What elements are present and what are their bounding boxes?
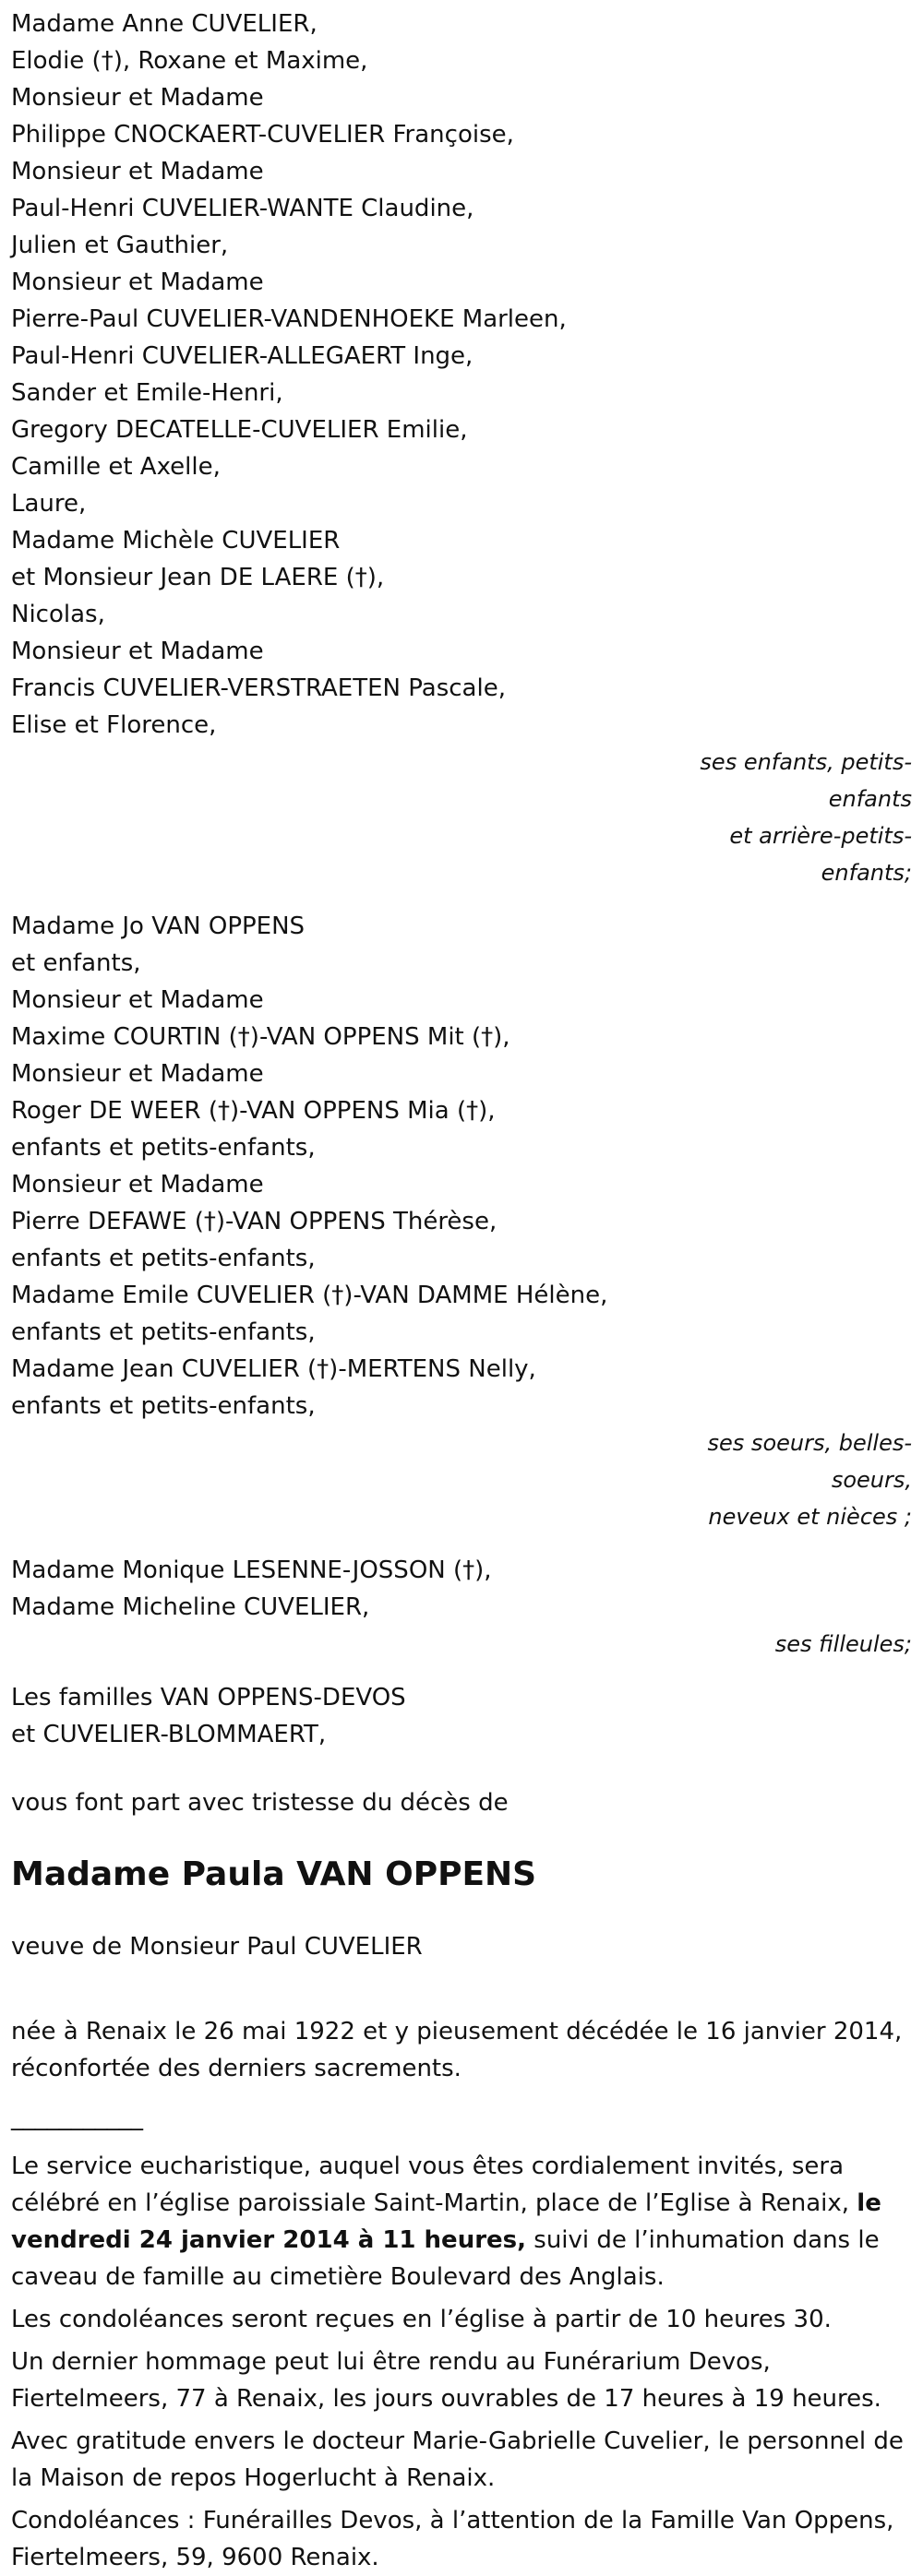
family-line: Pierre DEFAWE (†)-VAN OPPENS Thérèse, [11,1208,497,1235]
family-line: Monsieur et Madame [11,268,264,296]
relationship-line: ses filleules; [774,1631,912,1657]
family-line: Les familles VAN OPPENS-DEVOS [11,1684,406,1711]
relationship-label-goddaughters [11,1626,912,1663]
relationship-line: et arrière-petits- [729,823,912,849]
relationship-line: enfants [828,786,912,812]
family-line: Gregory DECATELLE-CUVELIER Emilie, [11,416,468,444]
relationship-label-siblings [11,1425,912,1535]
family-group-siblings [11,908,912,1425]
relationship-line: soeurs, [831,1467,912,1493]
family-line: Paul-Henri CUVELIER-WANTE Claudine, [11,195,474,222]
relationship-line: ses enfants, petits- [700,749,912,775]
family-line: et enfants, [11,949,141,977]
family-line: Maxime COURTIN (†)-VAN OPPENS Mit (†), [11,1023,510,1051]
family-line: enfants et petits-enfants, [11,1392,316,1420]
family-group-goddaughters [11,1552,912,1626]
service-details [11,2148,912,2296]
family-line: Pierre-Paul CUVELIER-VANDENHOEKE Marleen, [11,305,567,333]
deceased-name: Madame Paula VAN OPPENS [11,1855,537,1893]
family-line: Madame Monique LESENNE-JOSSON (†), [11,1556,492,1584]
service-text: Le service eucharistique, auquel vous êtes cordialement invités, sera célébré en l’église paroissiale Saint-Martin, place de l’Eglise à Renaix, [11,2153,850,2217]
family-line: Nicolas, [11,601,105,628]
family-group-families [11,1679,912,1753]
widow-of: veuve de Monsieur Paul CUVELIER [11,1933,423,1961]
family-line: Monsieur et Madame [11,1060,264,1088]
relationship-line: neveux et nièces ; [708,1504,912,1530]
family-line: Madame Michèle CUVELIER [11,527,341,555]
gratitude-note: Avec gratitude envers le docteur Marie-Gabrielle Cuvelier, le personnel de la Maison de repos Hogerlucht à Renaix. [11,2427,904,2492]
family-line: Madame Micheline CUVELIER, [11,1593,370,1621]
family-line: Paul-Henri CUVELIER-ALLEGAERT Inge, [11,342,473,370]
family-line: Monsieur et Madame [11,158,264,185]
family-line: enfants et petits-enfants, [11,1245,316,1272]
family-line: Camille et Axelle, [11,453,221,481]
service-text-after: suivi de l’inhumation dans le caveau de famille au cimetière Boulevard des Anglais. [11,2226,880,2291]
family-line: Monsieur et Madame [11,1171,264,1199]
family-line: Madame Jo VAN OPPENS [11,912,306,940]
family-line: Julien et Gauthier, [11,232,229,259]
family-line: Philippe CNOCKAERT-CUVELIER Françoise, [11,121,514,149]
separator-line: ___________ [11,2104,143,2131]
condolences-address: Condoléances : Funérailles Devos, à l’attention de la Famille Van Oppens, Fiertelmeers, 59, 9600 Renaix. [11,2507,894,2571]
family-line: enfants et petits-enfants, [11,1318,316,1346]
service-date-time: le vendredi 24 janvier 2014 à 11 heures, [11,2189,881,2254]
family-group-children [11,6,912,744]
family-line: et CUVELIER-BLOMMAERT, [11,1721,327,1748]
family-line: Monsieur et Madame [11,986,264,1014]
family-line: Madame Anne CUVELIER, [11,10,318,38]
family-line: Madame Emile CUVELIER (†)-VAN DAMME Hélène, [11,1282,608,1309]
relationship-line: enfants; [821,860,912,886]
family-line: Elise et Florence, [11,711,217,739]
funerarium-info: Un dernier hommage peut lui être rendu au Funérarium Devos, Fiertelmeers, 77 à Renaix, les jours ouvrables de 17 heures à 19 heures. [11,2348,881,2413]
relationship-label-children [11,744,912,891]
family-line: Francis CUVELIER-VERSTRAETEN Pascale, [11,674,506,702]
family-line: Monsieur et Madame [11,84,264,112]
family-line: et Monsieur Jean DE LAERE (†), [11,564,385,591]
family-line: Madame Jean CUVELIER (†)-MERTENS Nelly, [11,1355,536,1383]
birth-death-details: née à Renaix le 26 mai 1922 et y pieusement décédée le 16 janvier 2014, réconfortée des derniers sacrements. [11,2018,903,2082]
obituary-document [11,6,912,2576]
family-line: Sander et Emile-Henri, [11,379,283,407]
family-line: Elodie (†), Roxane et Maxime, [11,47,368,75]
family-line: Monsieur et Madame [11,638,264,665]
relationship-line: ses soeurs, belles- [707,1430,912,1456]
announcement-intro: vous font part avec tristesse du décès de [11,1789,509,1817]
family-line: Roger DE WEER (†)-VAN OPPENS Mia (†), [11,1097,496,1125]
condolences-church: Les condoléances seront reçues en l’église à partir de 10 heures 30. [11,2306,832,2333]
family-line: enfants et petits-enfants, [11,1134,316,1162]
family-line: Laure, [11,490,87,518]
